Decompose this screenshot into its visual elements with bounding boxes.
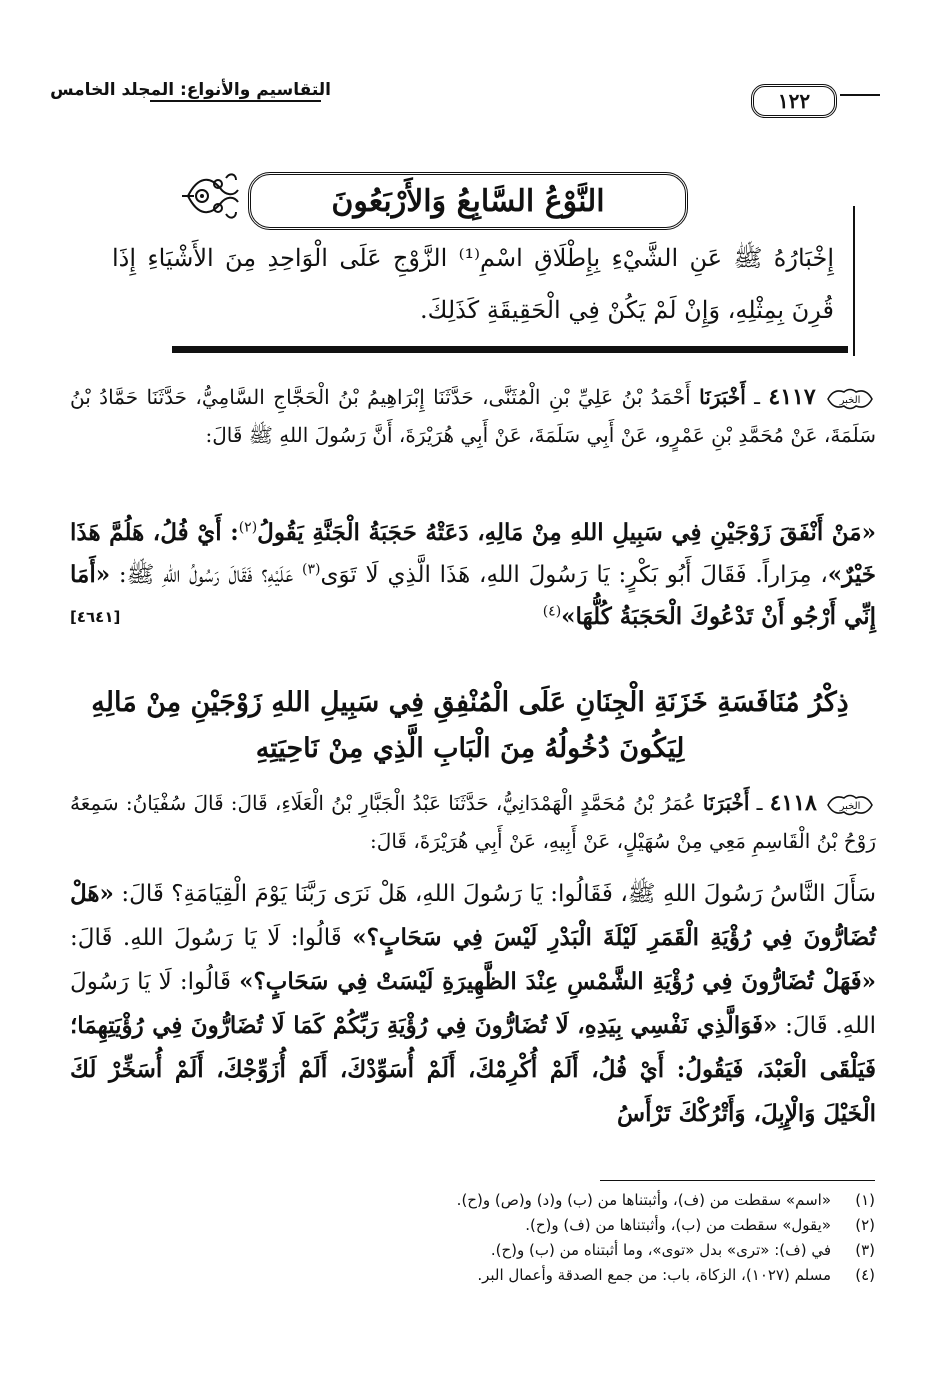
hadith-4118-chain: الخبر ٤١١٨ ـ أَخْبَرَنَا عُمَرُ بْنُ مُحَمَّدٍ الْهَمْدَانِيُّ، حَدَّثَنَا عَبْدُ الْجَبَّارِ بْنُ الْعَلَاءِ، قَالَ: قَالَ سُفْيَانُ: سَمِعَهُ رَوْحُ بْنُ الْقَاسِمِ مَعِي مِنْ سُهَيْلٍ، عَنْ أَبِيهِ، عَنْ أَبِي هُرَيْرَةَ، قَالَ: xyxy=(70,790,876,853)
header-rule xyxy=(150,100,321,102)
akhbarana: أَخْبَرَنَا xyxy=(699,385,746,409)
footnote-mark[interactable]: (٤) xyxy=(542,603,562,620)
hadith-number: ٤١١٧ xyxy=(768,384,816,410)
footnote: (٣)في (ف): «ترى» بدل «توى»، وما أثبتناه من (ب) و(ح). xyxy=(490,1241,875,1259)
hadith-4117-matn: «مَنْ أَنْفَقَ زَوْجَيْنِ فِي سَبِيلِ اللهِ مِنْ مَالِهِ، دَعَتْهُ حَجَبَةُ الْجَنَّةِ يَقُولُ$^{(٢)}$: أَيْ فُلُ، هَلُمَّ هَذَا خَيْرٌ»، مِرَاراً. فَقَالَ أَبُو بَكْرٍ: يَا رَسُولَ اللهِ، هَذَا الَّذِي لَا تَوَى$^{(٣)}$ عَلَيْهِ؟ فَقَالَ رَسُولُ اللهِ ﷺ: «أَمَا إِنِّي أَرْجُو أَنْ تَدْعُوكَ الْحَجَبَةُ كُلُّهَا»$^{(٤)}$ [٤٦٤١] xyxy=(70,512,876,638)
footnote: (١)«اسم» سقطت من (ف)، وأثبتناها من (ب) و(د) و(ص) و(ح). xyxy=(456,1191,875,1209)
section-heading: ذِكْرُ مُنَافَسَةِ خَزَنَةِ الْجِنَانِ عَلَى الْمُنْفِقِ فِي سَبِيلِ اللهِ زَوْجَيْنِ مِنْ مَالِهِ لِيَكُونَ دُخُولُهُ مِنَ الْبَابِ الَّذِي مِنْ نَاحِيَتِهِ xyxy=(91,687,849,764)
ornament-icon xyxy=(180,168,242,224)
hadith-number: ٤١١٨ xyxy=(769,790,817,816)
footnote: (٢)«يقول» سقطت من (ب)، وأثبتناها من (ف) و(ح). xyxy=(525,1216,875,1234)
khabar-badge-icon xyxy=(824,792,876,818)
footnote-mark[interactable]: (٣) xyxy=(302,561,321,578)
isnad-text: أَحْمَدُ بْنُ عَلِيِّ بْنِ الْمُثَنَّى، حَدَّثَنَا إِبْرَاهِيمُ بْنُ الْحَجَّاجِ السَّامِيُّ، حَدَّثَنَا حَمَّادُ بْنُ سَلَمَةَ، عَنْ مُحَمَّدِ بْنِ عَمْرٍو، عَنْ أَبِي سَلَمَةَ، عَنْ أَبِي هُرَيْرَةَ، أَنَّ رَسُولَ اللهِ ﷺ قَالَ: xyxy=(70,385,876,447)
chapter-description: إِخْبَارُهُ ﷺ عَنِ الشَّيْءِ بِإِطْلَاقِ اسْمِ⁽¹⁾ الزَّوْجِ عَلَى الْوَاحِدِ مِنَ الأَشْيَاءِ إِذَا قُرِنَ بِمِثْلِهِ، وَإِنْ لَمْ يَكُنْ فِي الْحَقِيقَةِ كَذَلِكَ. xyxy=(112,244,834,324)
chapter-frame-line xyxy=(853,206,855,356)
cross-reference: [٤٦٤١] xyxy=(70,608,121,626)
akhbarana: أَخْبَرَنَا xyxy=(702,791,750,815)
svg-text:الخبر: الخبر xyxy=(839,394,861,406)
footnote-rule xyxy=(600,1180,875,1181)
section-divider xyxy=(172,346,848,353)
footnote: (٤)مسلم (١٠٢٧)، الزكاة، باب: من جمع الصدقة وأعمال البر. xyxy=(477,1266,875,1284)
page-number: ١٢٢ xyxy=(751,84,837,118)
hadith-4117-chain: الخبر ٤١١٧ ـ أَخْبَرَنَا أَحْمَدُ بْنُ عَلِيِّ بْنِ الْمُثَنَّى، حَدَّثَنَا إِبْرَاهِيمُ بْنُ الْحَجَّاجِ السَّامِيُّ، حَدَّثَنَا حَمَّادُ بْنُ سَلَمَةَ، عَنْ مُحَمَّدِ بْنِ عَمْرٍو، عَنْ أَبِي سَلَمَةَ، عَنْ أَبِي هُرَيْرَةَ، أَنَّ رَسُولَ اللهِ ﷺ قَالَ: xyxy=(70,384,876,447)
svg-text:الخبر: الخبر xyxy=(839,800,861,812)
header-rule-short xyxy=(840,94,880,96)
footnote-mark[interactable]: (٢) xyxy=(238,519,258,536)
khabar-badge-icon xyxy=(824,386,876,412)
hadith-4118-matn: سَأَلَ النَّاسُ رَسُولَ اللهِ ﷺ، فَقَالُوا: يَا رَسُولَ اللهِ، هَلْ نَرَى رَبَّنَا يَوْمَ الْقِيَامَةِ؟ قَالَ: «هَلْ تُضَارُّونَ فِي رُؤْيَةِ الْقَمَرِ لَيْلَةَ الْبَدْرِ لَيْسَ فِي سَحَابٍ؟» قَالُوا: لَا يَا رَسُولَ اللهِ. قَالَ: «فَهَلْ تُضَارُّونَ فِي رُؤْيَةِ الشَّمْسِ عِنْدَ الظَّهِيرَةِ لَيْسَتْ فِي سَحَابٍ؟» قَالُوا: لَا يَا رَسُولَ اللهِ. قَالَ: «فَوَالَّذِي نَفْسِي بِيَدِهِ، لَا تُضَارُّونَ فِي رُؤْيَةِ رَبِّكُمْ كَمَا لَا تُضَارُّونَ فِي رُؤْيَتِهِمَا؛ فَيَلْقَى الْعَبْدَ، فَيَقُولُ: أَيْ فُلُ، أَلَمْ أُكْرِمْكَ، أَلَمْ أُسَوِّدْكَ، أَلَمْ أُزَوِّجْكَ، أَلَمْ أُسَخِّرْ لَكَ الْخَيْلَ وَالْإِبِلَ، وَأَتْرُكْكَ تَرْأَسُ xyxy=(70,880,877,1127)
running-title: التقاسيم والأنواع: المجلد الخامس xyxy=(50,80,331,100)
footnotes xyxy=(300,1188,875,1288)
isnad-text: عُمَرُ بْنُ مُحَمَّدٍ الْهَمْدَانِيُّ، حَدَّثَنَا عَبْدُ الْجَبَّارِ بْنُ الْعَلَاءِ، قَالَ: قَالَ سُفْيَانُ: سَمِعَهُ رَوْحُ بْنُ الْقَاسِمِ مَعِي مِنْ سُهَيْلٍ، عَنْ أَبِيهِ، عَنْ أَبِي هُرَيْرَةَ، قَالَ: xyxy=(70,791,876,853)
chapter-title: النَّوْعُ السَّابِعُ وَالأَرْبَعُونَ xyxy=(248,172,688,230)
